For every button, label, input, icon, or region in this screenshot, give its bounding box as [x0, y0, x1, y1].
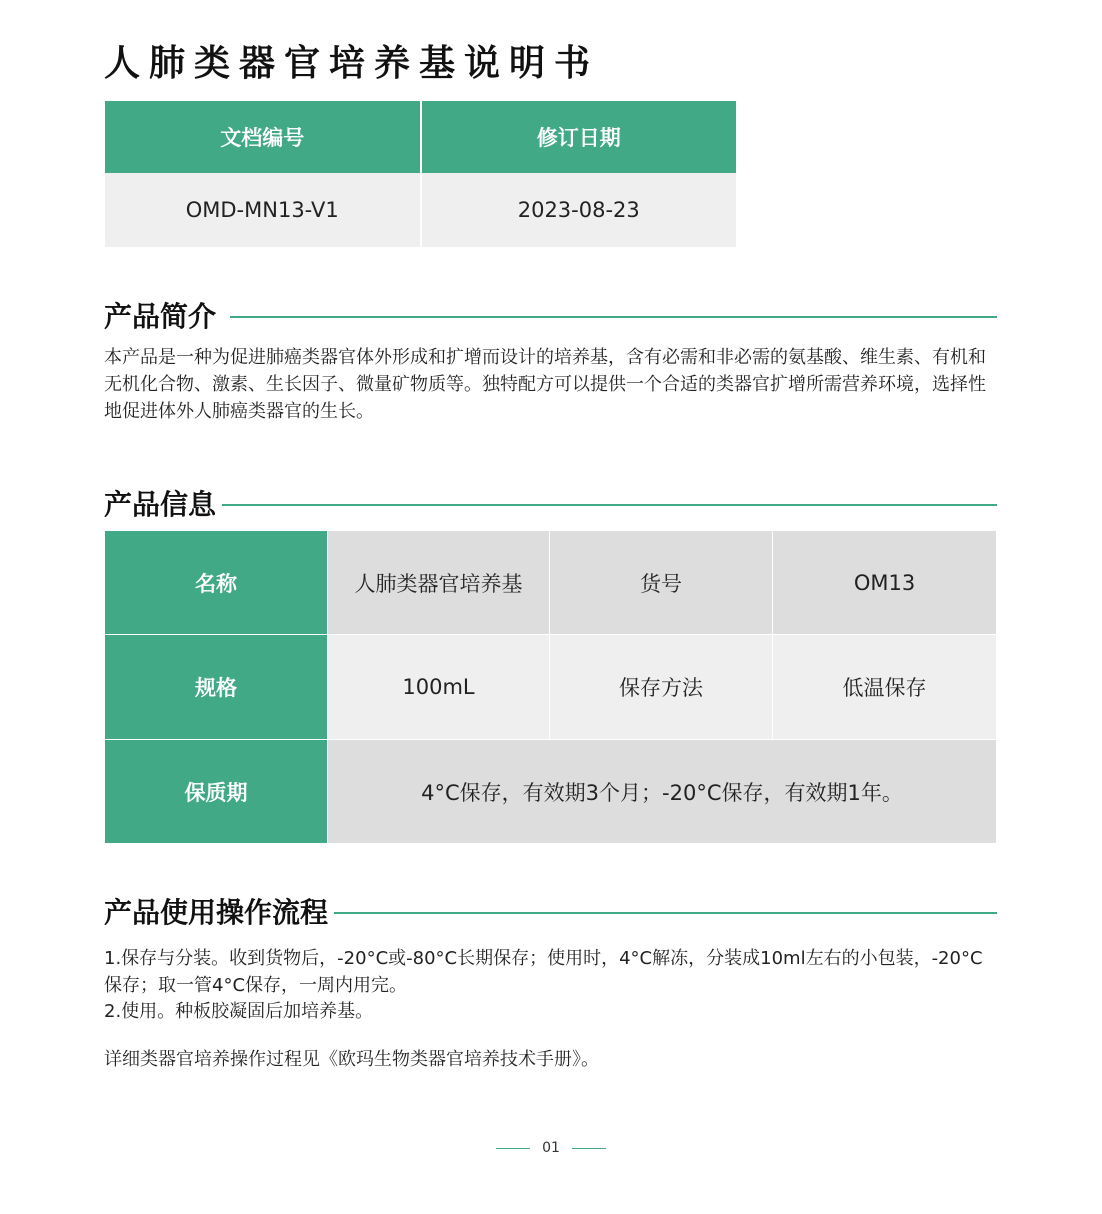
document-info-header-row	[105, 101, 736, 173]
procedure-step-1: 1.保存与分装。收到货物后，-20°C或-80°C长期保存；使用时，4°C解冻，分装成10ml左右的小包装，-20°C保存；取一管4°C保存，一周内用完。	[104, 948, 983, 996]
page-title: 人肺类器官培养基说明书	[104, 43, 600, 84]
doc-number-value: OMD-MN13-V1	[105, 173, 421, 247]
intro-paragraph: 本产品是一种为促进肺癌类器官体外形成和扩增而设计的培养基，含有必需和非必需的氨基酸、维生素、有机和无机化合物、激素、生长因子、微量矿物质等。独特配方可以提供一个合适的类器官扩增所需营养环境，选择性地促进体外人肺癌类器官的生长。	[104, 347, 986, 422]
document-info-table	[105, 101, 736, 247]
document-info-value-row	[105, 173, 736, 247]
section-heading-procedure-text: 产品使用操作流程	[104, 896, 329, 929]
section-heading-intro	[104, 297, 997, 337]
section-heading-divider	[230, 316, 997, 318]
info-label-catalog-number: 货号	[549, 531, 772, 635]
product-info-table	[105, 531, 996, 844]
info-value-storage-method: 低温保存	[772, 635, 996, 740]
section-heading-intro-text: 产品简介	[104, 300, 217, 333]
page-number: 01	[542, 1140, 560, 1156]
info-label-storage-method: 保存方法	[549, 635, 772, 740]
info-value-catalog-number: OM13	[772, 531, 996, 635]
info-value-shelf-life: 4°C保存，有效期3个月；-20°C保存，有效期1年。	[327, 740, 996, 844]
procedure-note: 详细类器官培养操作过程见《欧玛生物类器官培养技术手册》。	[104, 1049, 599, 1070]
info-value-product-name: 人肺类器官培养基	[327, 531, 549, 635]
section-heading-procedure	[104, 893, 997, 933]
footer-divider-left	[496, 1148, 530, 1149]
info-key-shelf-life: 保质期	[105, 740, 327, 844]
info-value-spec: 100mL	[327, 635, 549, 740]
doc-number-header: 文档编号	[105, 101, 421, 173]
section-heading-info	[104, 485, 997, 525]
info-key-name: 名称	[105, 531, 327, 635]
footer-divider-right	[572, 1148, 606, 1149]
section-heading-divider	[222, 504, 997, 506]
revision-date-header: 修订日期	[421, 101, 737, 173]
page-footer	[0, 1138, 1102, 1158]
section-heading-info-text: 产品信息	[104, 488, 217, 521]
section-heading-divider	[334, 912, 997, 914]
procedure-step-2: 2.使用。种板胶凝固后加培养基。	[104, 1001, 374, 1022]
revision-date-value: 2023-08-23	[421, 173, 737, 247]
info-key-spec: 规格	[105, 635, 327, 740]
